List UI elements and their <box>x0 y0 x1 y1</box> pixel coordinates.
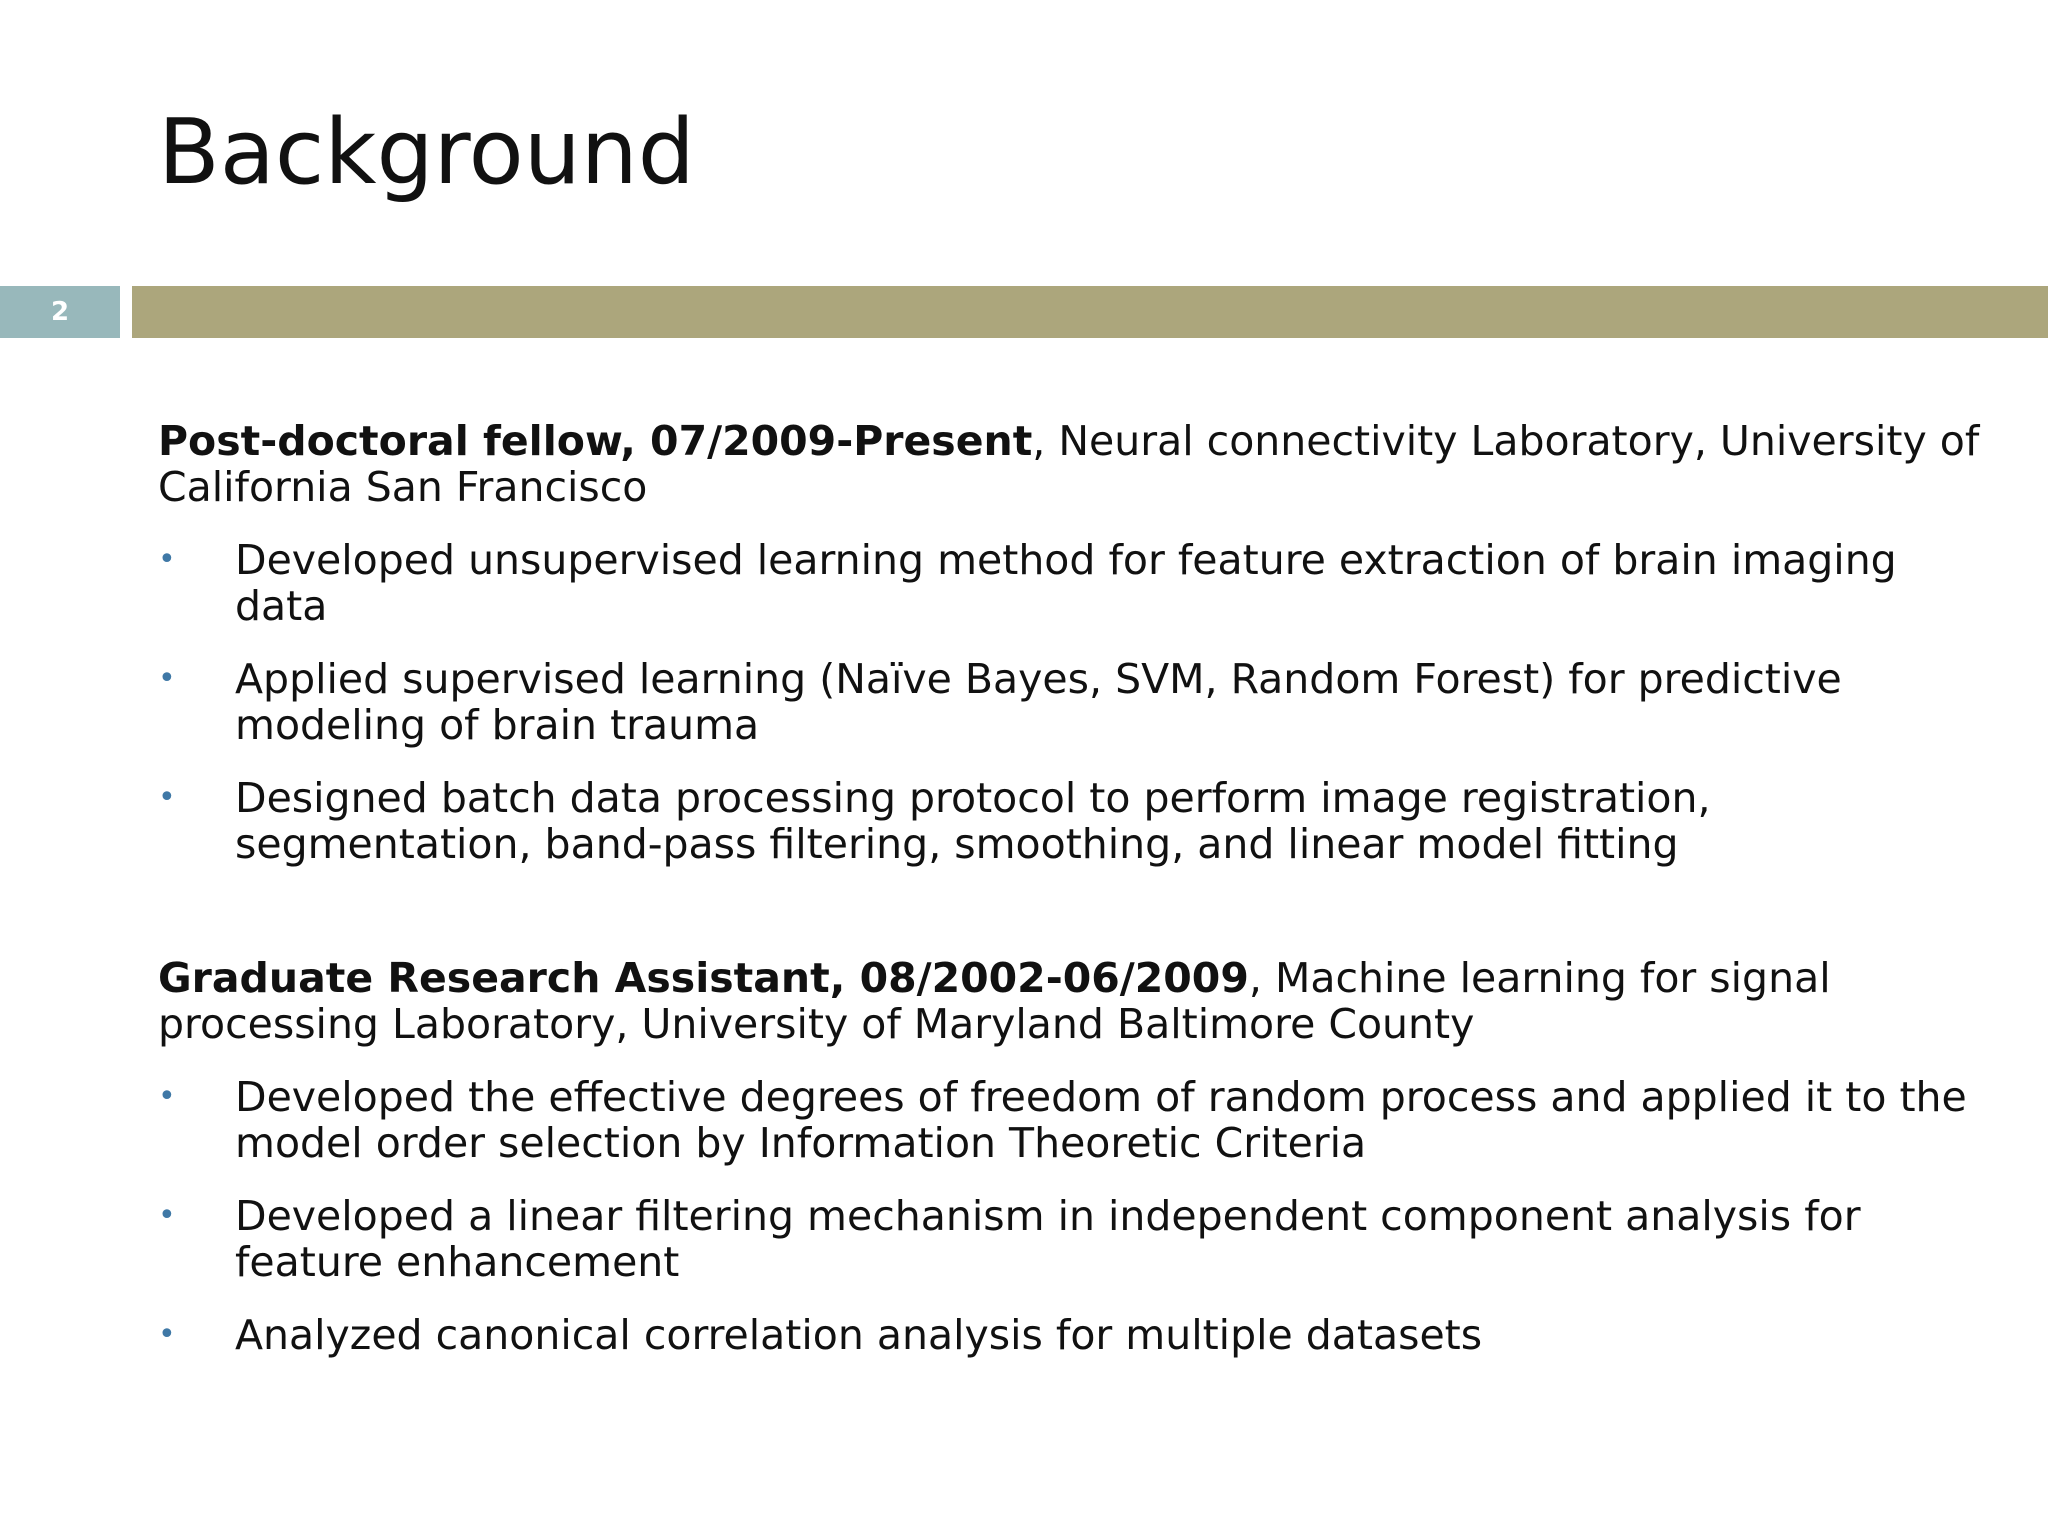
section-graduate <box>158 955 1988 1358</box>
bullet-icon: • <box>158 780 176 815</box>
bullet-icon: • <box>158 1317 176 1352</box>
bullet-icon: • <box>158 542 176 577</box>
list-item <box>158 1074 1988 1166</box>
list-item <box>158 537 1988 629</box>
bullet-icon: • <box>158 1079 176 1114</box>
slide-number: 2 <box>50 297 70 327</box>
slide-number-badge <box>0 286 120 338</box>
section-role: Graduate Research Assistant, 08/2002-06/2009 <box>158 954 1249 1002</box>
list-item <box>158 775 1988 867</box>
bullet-text: Designed batch data processing protocol to perform image registration, segmentation, band-pass filtering, smoothing, and linear model fitting <box>235 774 1711 868</box>
bullet-text: Developed the effective degrees of freedom of random process and applied it to the model order selection by Information Theoretic Criteria <box>235 1073 1967 1167</box>
slide-title: Background <box>158 100 695 205</box>
bullet-icon: • <box>158 1198 176 1233</box>
list-item <box>158 1193 1988 1285</box>
section-detail: , Neural connectivity Laboratory, University of California San Francisco <box>158 417 1980 511</box>
bullet-text: Analyzed canonical correlation analysis for multiple datasets <box>235 1311 1483 1359</box>
bullet-text: Developed a linear filtering mechanism in independent component analysis for feature enhancement <box>235 1192 1861 1286</box>
slide-content <box>158 418 1988 1358</box>
bullet-text: Developed unsupervised learning method for feature extraction of brain imaging data <box>235 536 1897 630</box>
bullet-text: Applied supervised learning (Naïve Bayes, SVM, Random Forest) for predictive modeling of brain trauma <box>235 655 1842 749</box>
section-heading <box>158 955 1988 1047</box>
list-item <box>158 1312 1988 1358</box>
list-item <box>158 656 1988 748</box>
bullet-list <box>158 1074 1988 1358</box>
section-detail: , Machine learning for signal processing Laboratory, University of Maryland Baltimore County <box>158 954 1831 1048</box>
header-accent-bar <box>132 286 2048 338</box>
bullet-list <box>158 537 1988 867</box>
bullet-icon: • <box>158 661 176 696</box>
section-heading <box>158 418 1988 510</box>
section-role: Post-doctoral fellow, 07/2009-Present <box>158 417 1033 465</box>
section-postdoc <box>158 418 1988 867</box>
